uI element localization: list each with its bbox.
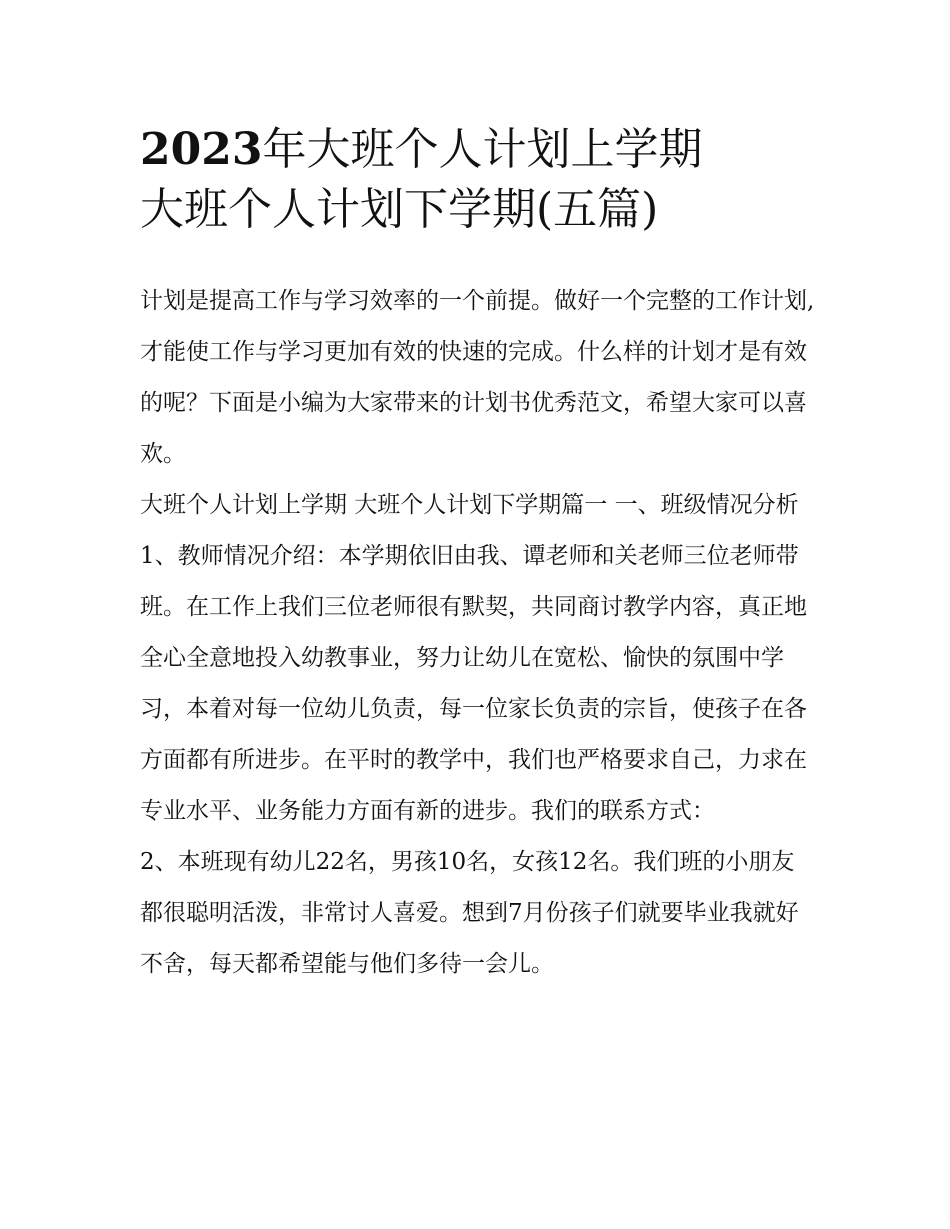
paragraph-teacher-info: 1、教师情况介绍：本学期依旧由我、谭老师和关老师三位老师带班。在工作上我们三位老师很有默契，共同商讨教学内容，真正地全心全意地投入幼教事业，努力让幼儿在宽松、愉快的氛围中学习，本着对每一位幼儿负责，每一位家长负责的宗旨，使孩子在各方面都有所进步。在平时的教学中，我们也严格要求自己，力求在专业水平、业务能力方面有新的进步。我们的联系方式： xyxy=(140,543,807,824)
document-title xyxy=(140,120,820,240)
title-line-1-text: 年大班个人计划上学期 xyxy=(262,124,703,175)
title-year: 2023 xyxy=(140,124,263,175)
title-line-1 xyxy=(140,120,820,180)
paragraph-class-info: 2、本班现有幼儿22名，男孩10名，女孩12名。我们班的小朋友都很聪明活泼，非常讨人喜爱。想到7月份孩子们就要毕业我就好不舍，每天都希望能与他们多待一会儿。 xyxy=(140,849,799,977)
paragraph-intro: 计划是提高工作与学习效率的一个前提。做好一个完整的工作计划,才能使工作与学习更加有效的快速的完成。什么样的计划才是有效的呢？下面是小编为大家带来的计划书优秀范文，希望大家可以喜欢。 xyxy=(140,288,815,467)
paragraph-section-heading: 大班个人计划上学期 大班个人计划下学期篇一 一、班级情况分析 xyxy=(140,492,799,518)
document-body xyxy=(140,276,815,990)
title-line-2: 大班个人计划下学期(五篇) xyxy=(140,184,659,235)
